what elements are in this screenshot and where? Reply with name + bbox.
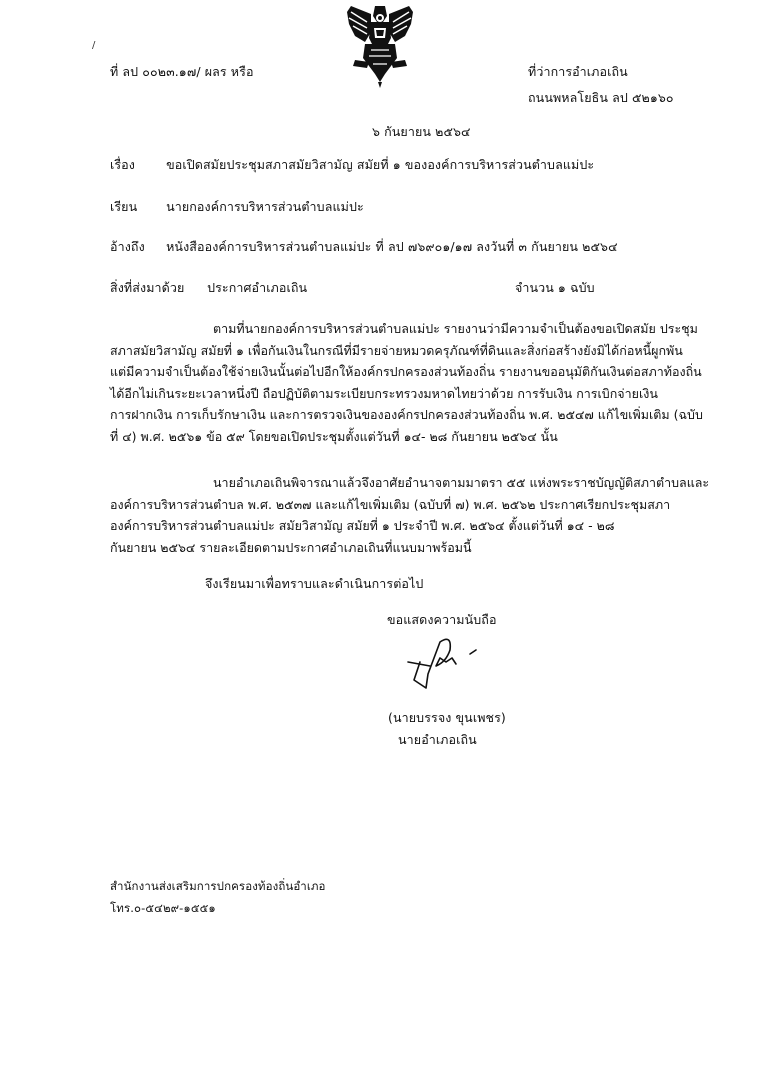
paragraph-line: นายอำเภอเถินพิจารณาแล้วจึงอาศัยอำนาจตามมาตรา ๕๕ แห่งพระราชบัญญัติสภาตำบลและ xyxy=(213,475,710,490)
subject-label: เรื่อง xyxy=(110,157,135,172)
footer-department: สำนักงานส่งเสริมการปกครองท้องถิ่นอำเภอ xyxy=(110,879,326,893)
paragraph-line: กันยายน ๒๕๖๔ รายละเอียดตามประกาศอำเภอเถินที่แนบมาพร้อมนี้ xyxy=(110,539,472,555)
paragraph-line: การฝากเงิน การเก็บรักษาเงิน และการตรวจเงินขององค์กรปกครองส่วนท้องถิ่น พ.ศ. ๒๕๔๗ แก้ไขเพิ่มเติม (ฉบับ xyxy=(110,407,703,422)
signatory-position: นายอำเภอเถิน xyxy=(398,732,477,747)
office-name: ที่ว่าการอำเภอเถิน xyxy=(528,64,628,79)
enclosure-label: สิ่งที่ส่งมาด้วย xyxy=(110,280,185,295)
enclosure-text: ประกาศอำเภอเถิน xyxy=(207,280,308,295)
paragraph-line: องค์การบริหารส่วนตำบล พ.ศ. ๒๕๓๗ และแก้ไขเพิ่มเติม (ฉบับที่ ๗) พ.ศ. ๒๕๖๒ ประกาศเรียกประชุมสภา xyxy=(110,496,671,512)
enclosure-quantity: จำนวน ๑ ฉบับ xyxy=(515,280,595,295)
reference-text: หนังสือองค์การบริหารส่วนตำบลแม่ปะ ที่ ลป ๗๖๙๐๑/๑๗ ลงวันที่ ๓ กันยายน ๒๕๖๔ xyxy=(166,239,618,254)
recipient-row xyxy=(110,199,364,215)
subject-row xyxy=(110,157,594,173)
signature-icon xyxy=(400,632,490,702)
paragraph-line: สภาสมัยวิสามัญ สมัยที่ ๑ เพื่อกันเงินในกรณีที่มีรายจ่ายหมวดครุภัณฑ์ที่ดินและสิ่งก่อสร้างยังมิได้ก่อหนี้ผูกพัน xyxy=(110,342,683,358)
paragraph-line: องค์การบริหารส่วนตำบลแม่ปะ สมัยวิสามัญ สมัยที่ ๑ ประจำปี พ.ศ. ๒๕๖๔ ตั้งแต่วันที่ ๑๔ - ๒๘ xyxy=(110,518,615,533)
paragraph-line: แต่มีความจำเป็นต้องใช้จ่ายเงินนั้นต่อไปอีกให้องค์กรปกครองส่วนท้องถิ่น รายงานขออนุมัติกันเงินต่อสภาท้องถิ่น xyxy=(110,364,702,379)
letter-date: ๖ กันยายน ๒๕๖๔ xyxy=(372,124,471,139)
margin-mark: / xyxy=(92,40,96,51)
reference-row xyxy=(110,239,618,255)
footer-phone: โทร.๐-๕๔๒๙-๑๕๕๑ xyxy=(110,901,216,915)
recipient-text: นายกองค์การบริหารส่วนตำบลแม่ปะ xyxy=(166,199,364,214)
paragraph-line: ที่ ๔) พ.ศ. ๒๕๖๑ ข้อ ๕๙ โดยขอเปิดประชุมตั้งแต่วันที่ ๑๔- ๒๘ กันยายน ๒๕๖๔ นั้น xyxy=(110,428,558,444)
enclosure-row xyxy=(110,280,307,296)
closing-request: จึงเรียนมาเพื่อทราบและดำเนินการต่อไป xyxy=(205,576,424,591)
garuda-emblem-icon xyxy=(345,2,415,88)
body-paragraph-2 xyxy=(110,472,710,558)
complimentary-close: ขอแสดงความนับถือ xyxy=(387,612,497,627)
reference-label: อ้างถึง xyxy=(110,239,145,254)
paragraph-line: ได้อีกไม่เกินระยะเวลาหนึ่งปี ถือปฏิบัติตามระเบียบกระทรวงมหาดไทยว่าด้วย การรับเงิน การเบิกจ่ายเงิน xyxy=(110,385,658,401)
office-address: ถนนพหลโยธิน ลป ๕๒๑๖๐ xyxy=(528,90,674,105)
body-paragraph-1 xyxy=(110,318,703,447)
signatory-name: (นายบรรจง ขุนเพชร) xyxy=(388,710,506,725)
recipient-label: เรียน xyxy=(110,199,138,214)
paragraph-line: ตามที่นายกองค์การบริหารส่วนตำบลแม่ปะ รายงานว่ามีความจำเป็นต้องขอเปิดสมัย ประชุม xyxy=(213,321,698,336)
subject-text: ขอเปิดสมัยประชุมสภาสมัยวิสามัญ สมัยที่ ๑ ขององค์การบริหารส่วนตำบลแม่ปะ xyxy=(166,157,595,172)
reference-number: ที่ ลป ๐๐๒๓.๑๗/ ผลร หรือ xyxy=(110,64,254,79)
